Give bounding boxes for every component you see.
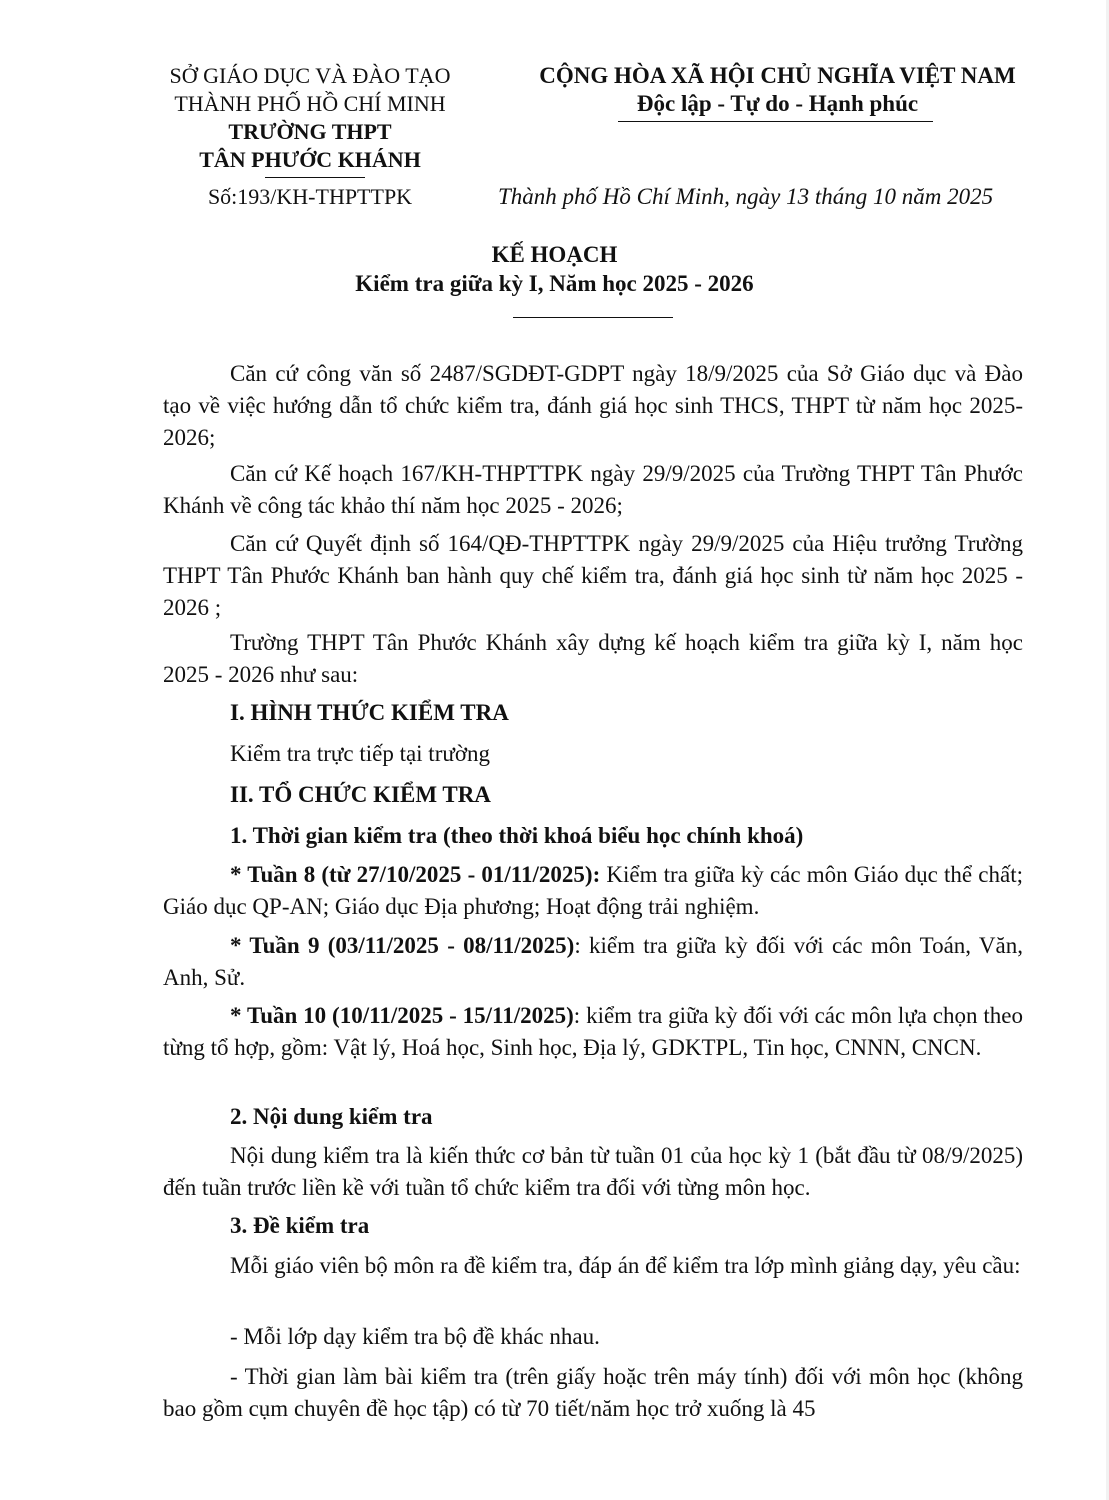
week-8-text: Kiểm tra giữa kỳ các môn Giáo dục thể chất; Giáo dục QP-AN; Giáo dục Địa phương; Hoạt động trải nghiệm. [163, 862, 1023, 919]
school-underline [265, 177, 365, 178]
document-subtitle: Kiểm tra giữa kỳ I, Năm học 2025 - 2026 [355, 271, 754, 296]
section-1-heading: I. HÌNH THỨC KIỂM TRA [230, 700, 509, 725]
preamble-paragraph: Căn cứ công văn số 2487/SGDĐT-GDPT ngày 18/9/2025 của Sở Giáo dục và Đào tạo về việc hướng dẫn tổ chức kiểm tra, đánh giá học sinh THCS, THPT từ năm học 2025-2026; [163, 361, 1023, 450]
week-10-paragraph [163, 1000, 1023, 1064]
preamble-paragraph: Căn cứ Quyết định số 164/QĐ-THPTTPK ngày 29/9/2025 của Hiệu trưởng Trường THPT Tân Phước Khánh ban hành quy chế kiểm tra, đánh giá học sinh từ năm học 2025 - 2026 ; [163, 531, 1023, 620]
week-10-label: * Tuần 10 (10/11/2025 - 15/11/2025) [230, 1003, 574, 1028]
document-title: KẾ HOẠCH [491, 242, 618, 267]
subsection-2-heading: 2. Nội dung kiểm tra [230, 1104, 433, 1129]
section-2-heading: II. TỔ CHỨC KIỂM TRA [230, 782, 491, 807]
section-1-text: Kiểm tra trực tiếp tại trường [230, 741, 490, 766]
title-underline [513, 317, 673, 318]
department-line-2: THÀNH PHỐ HỒ CHÍ MINH [174, 91, 446, 116]
week-10-text: : kiểm tra giữa kỳ đối với các môn lựa chọn theo từng tổ hợp, gồm: Vật lý, Hoá học, Sinh học, Địa lý, GDKTPL, Tin học, CNNN, CNCN. [163, 1003, 1023, 1060]
week-9-text: : kiểm tra giữa kỳ đối với các môn Toán, Văn, Anh, Sử. [163, 933, 1023, 990]
subsection-1-heading: 1. Thời gian kiểm tra (theo thời khoá biểu học chính khoá) [230, 823, 804, 848]
week-8-label: * Tuần 8 (từ 27/10/2025 - 01/11/2025): [230, 862, 601, 887]
country-name: CỘNG HÒA XÃ HỘI CHỦ NGHĨA VIỆT NAM [539, 63, 1016, 88]
list-item: - Mỗi lớp dạy kiểm tra bộ đề khác nhau. [230, 1324, 600, 1349]
motto-underline [618, 121, 933, 122]
place-and-date: Thành phố Hồ Chí Minh, ngày 13 tháng 10 năm 2025 [498, 184, 994, 209]
department-line-1: SỞ GIÁO DỤC VÀ ĐÀO TẠO [169, 63, 451, 88]
school-line-1: TRƯỜNG THPT [228, 119, 392, 144]
school-line-2: TÂN PHƯỚC KHÁNH [199, 147, 421, 172]
preamble-paragraph: Căn cứ Kế hoạch 167/KH-THPTTPK ngày 29/9/2025 của Trường THPT Tân Phước Khánh về công tác khảo thí năm học 2025 - 2026; [163, 461, 1023, 518]
preamble-paragraph: Trường THPT Tân Phước Khánh xây dựng kế hoạch kiểm tra giữa kỳ I, năm học 2025 - 2026 như sau: [163, 630, 1023, 687]
national-motto: Độc lập - Tự do - Hạnh phúc [636, 91, 919, 116]
week-8-paragraph [163, 859, 1023, 923]
subsection-3-text: Mỗi giáo viên bộ môn ra đề kiểm tra, đáp án để kiểm tra lớp mình giảng dạy, yêu cầu: [230, 1253, 1021, 1278]
week-9-paragraph [163, 930, 1023, 994]
week-9-label: * Tuần 9 (03/11/2025 - 08/11/2025) [230, 933, 575, 958]
subsection-2-text: Nội dung kiểm tra là kiến thức cơ bản từ tuần 01 của học kỳ 1 (bắt đầu từ 08/9/2025) đến tuần trước liền kề với tuần tổ chức kiểm tra đối với từng môn học. [163, 1143, 1023, 1200]
subsection-3-heading: 3. Đề kiểm tra [230, 1213, 370, 1238]
document-number: Số:193/KH-THPTTPK [207, 184, 413, 209]
list-item: - Thời gian làm bài kiểm tra (trên giấy hoặc trên máy tính) đối với môn học (không bao gồm cụm chuyên đề học tập) có từ 70 tiết/năm học trở xuống là 45 [163, 1364, 1023, 1421]
